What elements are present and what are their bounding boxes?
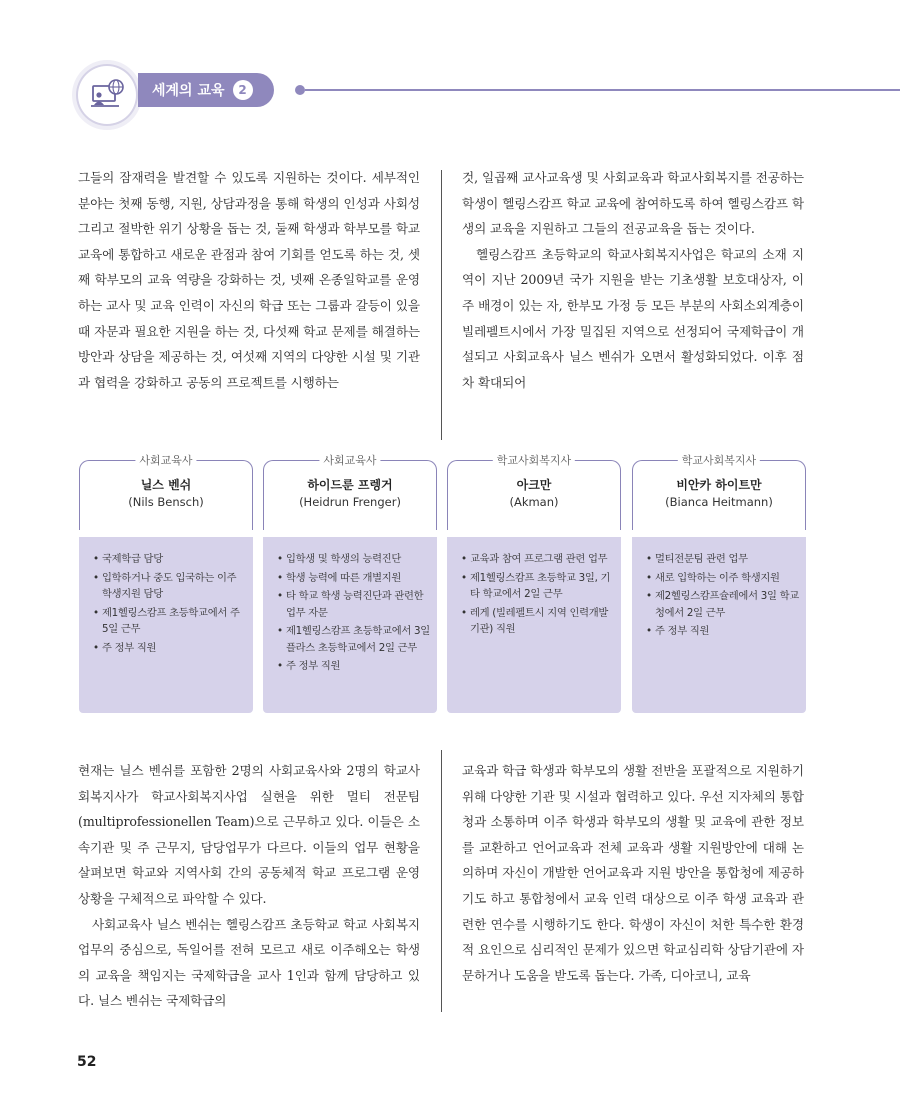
profile-card-heidrun-frenger — [263, 454, 437, 713]
top-right-column — [462, 165, 804, 395]
profile-name: 아크만 — [516, 478, 552, 492]
profile-header — [447, 454, 621, 530]
duty-item: • 학생 능력에 따른 개별지원 — [277, 570, 431, 587]
profile-name: 비안카 하이트만 — [676, 478, 762, 492]
section-number: 2 — [233, 80, 253, 100]
paragraph: 것, 일곱째 교사교육생 및 사회교육과 학교사회복지를 전공하는 학생이 헬링스캄프 학교 교육에 참여하도록 하여 헬링스캄프 학생의 교육을 지원하고 그들의 전공교육을 돕는 것이다. — [462, 170, 804, 237]
top-column-divider — [441, 170, 442, 440]
duty-item: • 레게 (빌레펠트시 지역 인력개발 기관) 직원 — [461, 605, 615, 638]
profile-header — [79, 454, 253, 530]
section-title-badge — [138, 73, 274, 107]
top-left-column — [78, 165, 420, 395]
duty-item: • 타 학교 학생 능력진단과 관련한 업무 자문 — [277, 588, 431, 621]
teacher-screen-globe-icon — [89, 78, 125, 112]
duty-item: • 멀티전문팀 관련 업무 — [646, 551, 800, 568]
profile-latin-name: (Bianca Heitmann) — [665, 495, 773, 509]
profile-card-bianca-heitmann — [632, 454, 806, 713]
section-icon — [78, 66, 136, 124]
profile-card-nils-bensch — [79, 454, 253, 713]
profile-latin-name: (Akman) — [509, 495, 559, 509]
bottom-right-column — [462, 758, 804, 988]
profile-role: 사회교육사 — [319, 452, 380, 468]
paragraph: 현재는 닐스 벤쉬를 포함한 2명의 사회교육사와 2명의 학교사회복지사가 학교사회복지사업 실현을 위한 멀티 전문팀(multiprofessionellen Team)으로 근무하고 있다. 이들은 소속기관 및 주 근무지, 담당업무가 다르다. 이들의 업무 현황을 살펴보면 학교와 지역사회 간의 공동체적 학교 프로그램 운영 상황을 구체적으로 파악할 수 있다. — [78, 763, 420, 906]
profile-card-akman — [447, 454, 621, 713]
bottom-column-divider — [441, 750, 442, 1012]
section-title: 세계의 교육 — [152, 83, 225, 99]
duty-item: • 제2헬링스캄프슐레에서 3일 학교청에서 2일 근무 — [646, 588, 800, 621]
duty-item: • 주 정부 직원 — [277, 658, 431, 675]
paragraph: 교육과 학급 학생과 학부모의 생활 전반을 포괄적으로 지원하기 위해 다양한 기관 및 시설과 협력하고 있다. 우선 지자체의 통합청과 소통하며 이주 학생과 학부모의 생활 및 교육에 관한 정보를 교환하고 언어교육과 전체 교육과 생활 지원방안에 대해 논의하며 자신이 개발한 언어교육과 지원 방안을 통합청에 제공하기도 하고 통합청에서 교육 인력 대상으로 이주 학생 교육과 관련한 연수를 시행하기도 한다. 학생이 자신이 처한 특수한 환경적 요인으로 심리적인 문제가 있으면 학교심리학 상담기관에 자문하거나 도움을 받도록 돕는다. 가족, 디아코니, 교육 — [462, 763, 804, 983]
profile-duties — [447, 537, 621, 713]
profile-duties — [632, 537, 806, 713]
profile-name: 닐스 벤쉬 — [140, 478, 192, 492]
duty-item: • 제1헬링스캄프 초등학교에서 3일 플라스 초등학교에서 2일 근무 — [277, 623, 431, 656]
profile-duties — [263, 537, 437, 713]
paragraph: 그들의 잠재력을 발견할 수 있도록 지원하는 것이다. 세부적인 분야는 첫째 동행, 지원, 상담과정을 통해 학생의 인성과 사회성 그리고 절박한 위기 상황을 돕는 것, 둘째 학생과 학부모를 학교 교육에 통합하고 새로운 관점과 참여 기회를 얻도록 하는 것, 셋째 학부모의 교육 역량을 강화하는 것, 넷째 온종일학교를 운영하는 교사 및 교육 인력이 자신의 학급 또는 그룹과 갈등이 있을 때 자문과 필요한 지원을 하는 것, 다섯째 학교 문제를 해결하는 방안과 상담을 제공하는 것, 여섯째 지역의 다양한 시설 및 기관과 협력을 강화하고 공동의 프로젝트를 시행하는 — [78, 170, 420, 390]
page-number: 52 — [77, 1054, 97, 1070]
profile-latin-name: (Heidrun Frenger) — [299, 495, 401, 509]
duty-item: • 주 정부 직원 — [646, 623, 800, 640]
duty-item: • 국제학급 담당 — [93, 551, 247, 568]
duty-item: • 제1헬링스캄프 초등학교에서 주 5일 근무 — [93, 605, 247, 638]
duty-item: • 입학하거나 중도 입국하는 이주 학생지원 담당 — [93, 570, 247, 603]
duty-item: • 새로 입학하는 이주 학생지원 — [646, 570, 800, 587]
header-rule-dot — [295, 85, 305, 95]
profile-header — [632, 454, 806, 530]
profile-role: 학교사회복지사 — [493, 452, 575, 468]
profile-role: 사회교육사 — [135, 452, 196, 468]
paragraph: 헬링스캄프 초등학교의 학교사회복지사업은 학교의 소재 지역이 지난 2009년 국가 지원을 받는 기초생활 보호대상자, 이주 배경이 있는 자, 한부모 가정 등 모든 부분의 사회소외계층이 빌레펠트시에서 가장 밀집된 지역으로 선정되어 국제학급이 개설되고 사회교육사 닐스 벤쉬가 오면서 활성화되었다. 이후 점차 확대되어 — [462, 246, 804, 390]
bottom-left-column — [78, 758, 420, 1014]
duty-item: • 주 정부 직원 — [93, 640, 247, 657]
duty-item: • 입학생 및 학생의 능력진단 — [277, 551, 431, 568]
profile-duties — [79, 537, 253, 713]
profile-latin-name: (Nils Bensch) — [128, 495, 204, 509]
header-rule — [305, 89, 900, 91]
profile-role: 학교사회복지사 — [678, 452, 760, 468]
profile-header — [263, 454, 437, 530]
profile-name: 하이드룬 프렝거 — [307, 478, 393, 492]
paragraph: 사회교육사 닐스 벤쉬는 헬링스캄프 초등학교 학교 사회복지 업무의 중심으로, 독일어를 전혀 모르고 새로 이주해오는 학생의 교육을 책임지는 국제학급을 교사 1인과 함께 담당하고 있다. 닐스 벤쉬는 국제학급의 — [78, 916, 420, 1009]
duty-item: • 제1헬링스캄프 초등학교 3일, 기타 학교에서 2일 근무 — [461, 570, 615, 603]
duty-item: • 교육과 참여 프로그램 관련 업무 — [461, 551, 615, 568]
